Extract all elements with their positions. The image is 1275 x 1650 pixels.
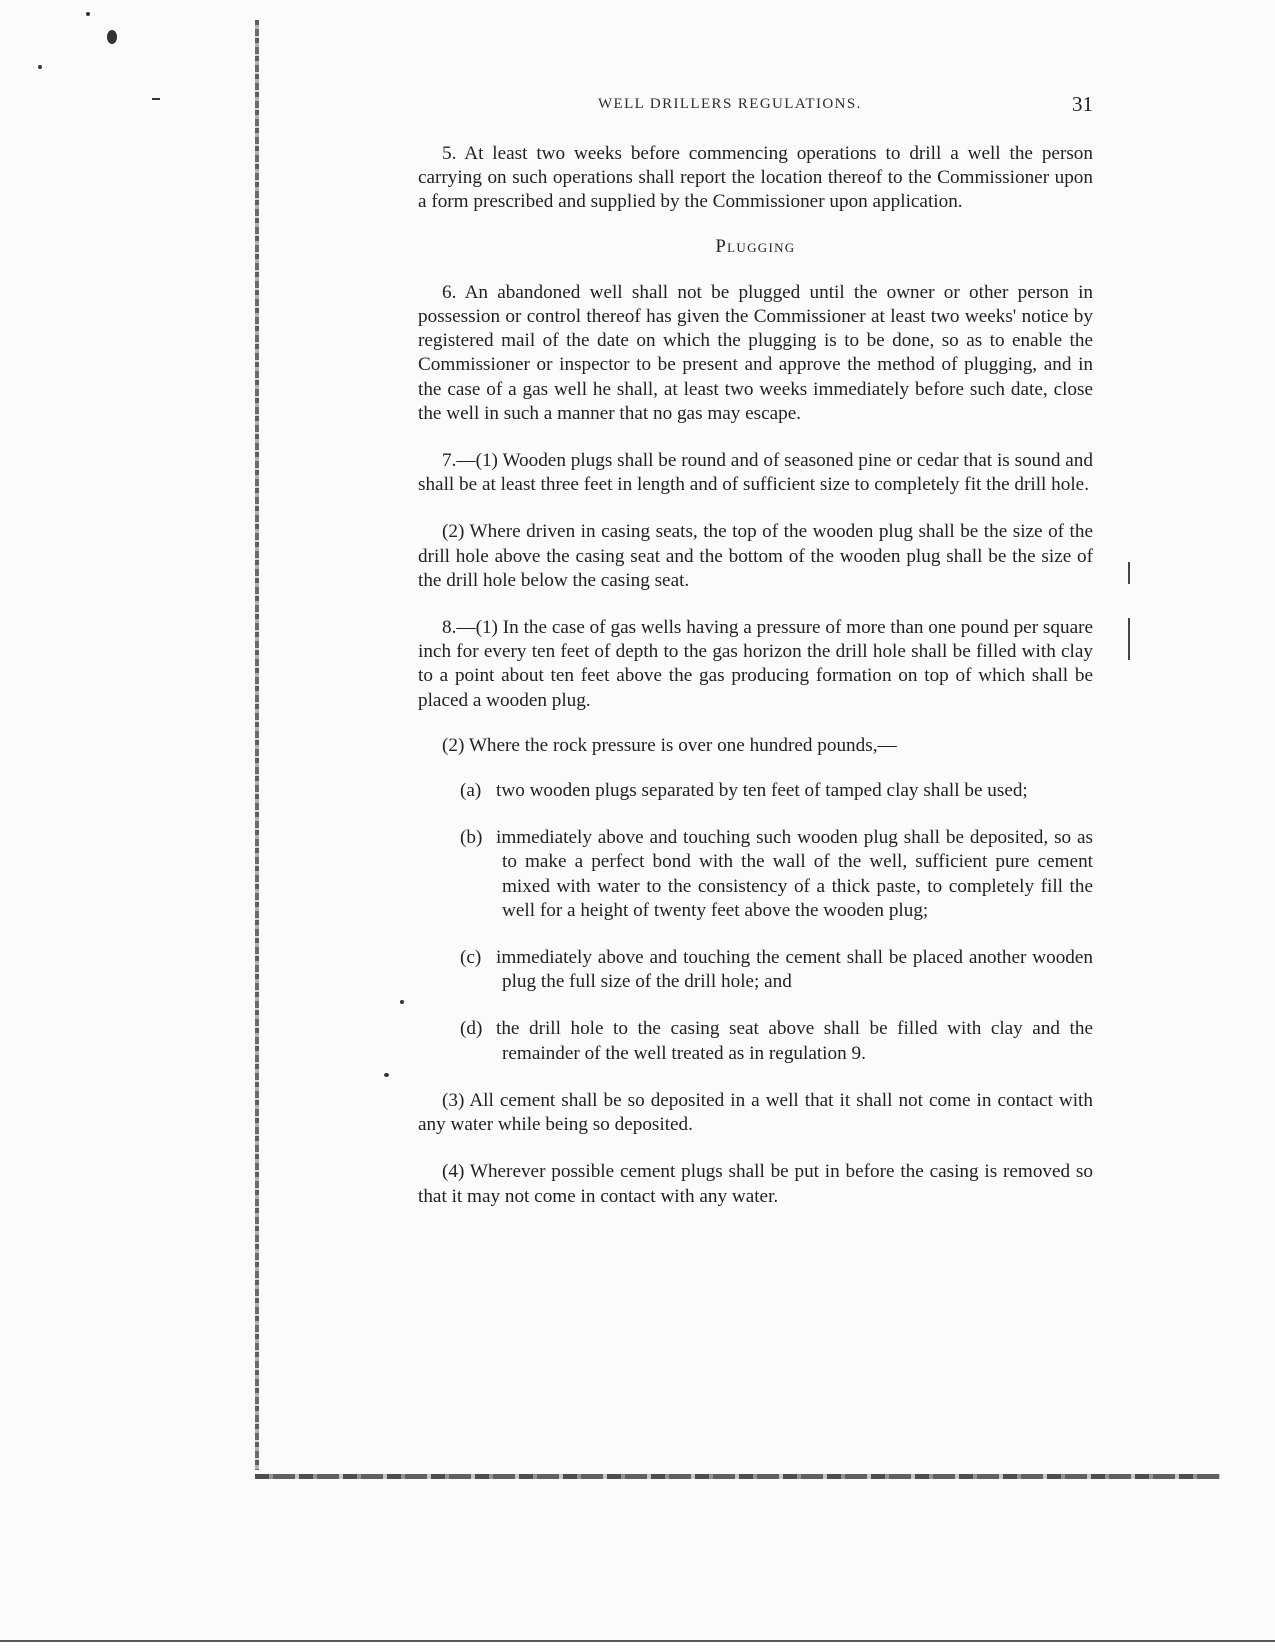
clause-label: (b)	[460, 827, 483, 849]
clause-c	[460, 946, 1093, 994]
clause-label: (c)	[460, 947, 482, 969]
clause-label: (a)	[460, 780, 482, 802]
page-binding-edge	[255, 20, 259, 1470]
scan-bottom-line	[0, 1640, 1275, 1642]
clause-text: immediately above and touching such wooden plug shall be deposited, so as to make a perfect bond with the wall of the well, sufficient pure cement mixed with water to the consistency of a thick paste, to completely fill the well for a height of twenty feet above the wooden plug;	[496, 827, 1093, 921]
clause-text: two wooden plugs separated by ten feet of tamped clay shall be used;	[496, 780, 1028, 802]
regulation-8-2: (2) Where the rock pressure is over one hundred pounds,—	[442, 734, 897, 756]
regulation-7-2: (2) Where driven in casing seats, the top of the wooden plug shall be the size of the drill hole above the casing seat and the bottom of the wooden plug shall be the size of the drill hole below the casing seat.	[418, 521, 1093, 591]
regulation-8-1: 8.—(1) In the case of gas wells having a pressure of more than one pound per square inch for every ten feet of depth to the gas horizon the drill hole shall be filled with clay to a point about ten feet above the gas producing formation on top of which shall be placed a wooden plug.	[418, 617, 1093, 711]
margin-mark	[1128, 562, 1130, 584]
regulation-7-1: 7.—(1) Wooden plugs shall be round and of seasoned pine or cedar that is sound and shall be at least three feet in length and of sufficient size to completely fit the drill hole.	[418, 450, 1093, 496]
page-bottom-edge	[255, 1474, 1220, 1479]
regulation-5: 5. At least two weeks before commencing operations to drill a well the person carrying on such operations shall report the location thereof to the Commissioner upon a form prescribed and supplied by the Commissioner upon application.	[418, 143, 1093, 213]
regulation-8-3: (3) All cement shall be so deposited in a well that it shall not come in contact with any water while being so deposited.	[418, 1089, 1093, 1136]
clause-text: the drill hole to the casing seat above shall be filled with clay and the remainder of the well treated as in regulation 9.	[496, 1018, 1093, 1064]
regulation-6: 6. An abandoned well shall not be plugged until the owner or other person in possession or control thereof has given the Commissioner at least two weeks' notice by registered mail of the date on which the plugging is to be done, so as to enable the Commissioner or inspector to be present and approve the method of plugging, and in the case of a gas well he shall, at least two weeks immediately before such date, close the well in such a manner that no gas may escape.	[418, 281, 1093, 424]
scan-speck	[400, 1000, 404, 1004]
page-body	[418, 142, 1093, 1209]
scan-speck	[86, 12, 90, 16]
scan-speck	[38, 65, 42, 69]
margin-mark	[1128, 618, 1130, 660]
clause-a	[460, 779, 1093, 803]
clause-b	[460, 826, 1093, 923]
page-header	[418, 92, 1093, 122]
clause-text: immediately above and touching the cement shall be placed another wooden plug the full size of the drill hole; and	[496, 947, 1093, 993]
scan-speck	[107, 30, 117, 44]
scan-speck	[152, 98, 160, 100]
page-number: 31	[1072, 92, 1093, 116]
section-heading-plugging: Plugging	[715, 236, 796, 257]
clause-label: (d)	[460, 1018, 483, 1040]
regulation-8-4: (4) Wherever possible cement plugs shall be put in before the casing is removed so that it may not come in contact with any water.	[418, 1161, 1093, 1207]
clause-d	[460, 1017, 1093, 1065]
running-title: WELL DRILLERS REGULATIONS.	[598, 96, 862, 112]
scan-speck	[384, 1073, 389, 1077]
